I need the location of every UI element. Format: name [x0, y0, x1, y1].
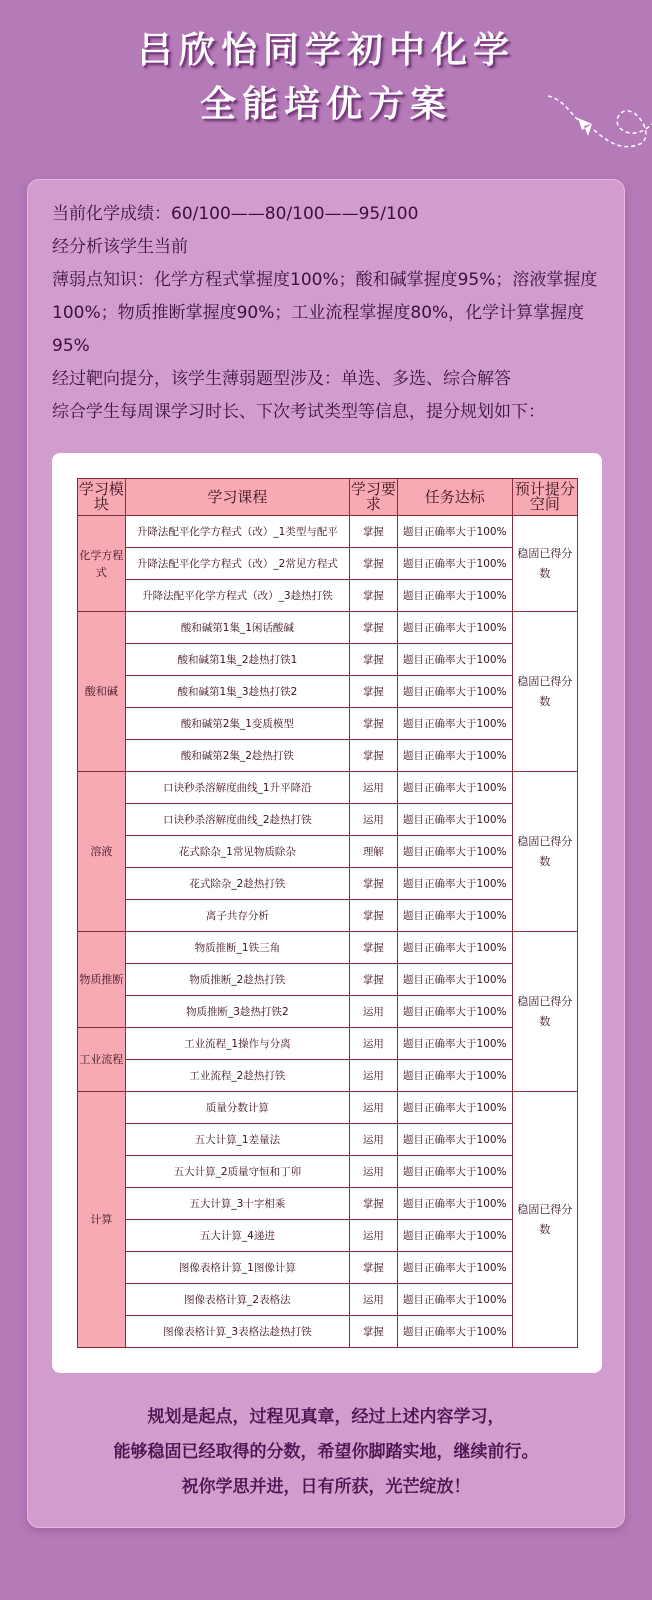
course-cell: 五大计算_1差量法 — [125, 1124, 349, 1156]
plan-table — [77, 478, 578, 1348]
course-cell: 物质推断_1铁三角 — [125, 932, 349, 964]
module-cell: 物质推断 — [78, 932, 126, 1028]
table-row — [78, 740, 578, 772]
task-cell: 题目正确率大于100% — [397, 1220, 512, 1252]
weak-question-types-text: 经过靶向提分，该学生薄弱题型涉及：单选、多选、综合解答 — [52, 369, 511, 389]
table-row — [78, 900, 578, 932]
course-cell: 离子共存分析 — [125, 900, 349, 932]
weak-points-text: 薄弱点知识：化学方程式掌握度100%；酸和碱掌握度95%；溶液掌握度100%；物质推断掌握度90%；工业流程掌握度80%，化学计算掌握度95% — [52, 270, 598, 356]
table-row — [78, 1316, 578, 1348]
plan-intro-text: 综合学生每周课学习时长、下次考试类型等信息，提分规划如下： — [52, 402, 545, 422]
requirement-cell: 运用 — [349, 1092, 397, 1124]
score-space-cell: 稳固已得分数 — [512, 1092, 577, 1348]
module-cell: 化学方程式 — [78, 516, 126, 612]
footer-line2: 能够稳固已经取得的分数，希望你脚踏实地，继续前行。 — [113, 1442, 539, 1462]
task-cell: 题目正确率大于100% — [397, 708, 512, 740]
task-cell: 题目正确率大于100% — [397, 868, 512, 900]
table-row — [78, 1220, 578, 1252]
task-cell: 题目正确率大于100% — [397, 548, 512, 580]
requirement-cell: 掌握 — [349, 676, 397, 708]
score-space-cell: 稳固已得分数 — [512, 516, 577, 612]
task-cell: 题目正确率大于100% — [397, 676, 512, 708]
score-space-cell: 稳固已得分数 — [512, 932, 577, 1092]
requirement-cell: 运用 — [349, 1124, 397, 1156]
requirement-cell: 掌握 — [349, 1252, 397, 1284]
table-row — [78, 868, 578, 900]
table-row — [78, 1188, 578, 1220]
table-row — [78, 1156, 578, 1188]
course-cell: 物质推断_3趁热打铁2 — [125, 996, 349, 1028]
table-row — [78, 516, 578, 548]
table-row — [78, 580, 578, 612]
course-cell: 酸和碱第1集_3趁热打铁2 — [125, 676, 349, 708]
task-cell: 题目正确率大于100% — [397, 644, 512, 676]
module-cell: 溶液 — [78, 772, 126, 932]
table-row — [78, 1092, 578, 1124]
requirement-cell: 运用 — [349, 1284, 397, 1316]
table-row — [78, 708, 578, 740]
task-cell: 题目正确率大于100% — [397, 836, 512, 868]
course-cell: 图像表格计算_1图像计算 — [125, 1252, 349, 1284]
course-cell: 工业流程_1操作与分离 — [125, 1028, 349, 1060]
task-cell: 题目正确率大于100% — [397, 1028, 512, 1060]
table-row — [78, 932, 578, 964]
task-cell: 题目正确率大于100% — [397, 964, 512, 996]
task-cell: 题目正确率大于100% — [397, 740, 512, 772]
course-cell: 升降法配平化学方程式（改）_2常见方程式 — [125, 548, 349, 580]
score-space-cell: 稳固已得分数 — [512, 612, 577, 772]
course-cell: 图像表格计算_2表格法 — [125, 1284, 349, 1316]
requirement-cell: 掌握 — [349, 516, 397, 548]
task-cell: 题目正确率大于100% — [397, 1124, 512, 1156]
course-cell: 花式除杂_1常见物质除杂 — [125, 836, 349, 868]
task-cell: 题目正确率大于100% — [397, 612, 512, 644]
module-cell: 工业流程 — [78, 1028, 126, 1092]
requirement-cell: 掌握 — [349, 612, 397, 644]
requirement-cell: 运用 — [349, 996, 397, 1028]
task-cell: 题目正确率大于100% — [397, 772, 512, 804]
course-cell: 升降法配平化学方程式（改）_3趁热打铁 — [125, 580, 349, 612]
requirement-cell: 掌握 — [349, 964, 397, 996]
course-cell: 五大计算_2质量守恒和丁卯 — [125, 1156, 349, 1188]
task-cell: 题目正确率大于100% — [397, 996, 512, 1028]
course-cell: 酸和碱第2集_1变质模型 — [125, 708, 349, 740]
requirement-cell: 掌握 — [349, 900, 397, 932]
intro-section — [52, 198, 612, 429]
task-cell: 题目正确率大于100% — [397, 900, 512, 932]
analysis-text: 经分析该学生当前 — [52, 237, 188, 257]
table-row — [78, 612, 578, 644]
requirement-cell: 运用 — [349, 1028, 397, 1060]
module-cell: 计算 — [78, 1092, 126, 1348]
plan-table-container — [52, 453, 602, 1373]
header-space: 预计提分空间 — [512, 479, 577, 516]
course-cell: 酸和碱第1集_1闲话酸碱 — [125, 612, 349, 644]
footer-line3: 祝你学思并进，日有所获，光芒绽放！ — [181, 1477, 471, 1497]
task-cell: 题目正确率大于100% — [397, 1316, 512, 1348]
course-cell: 口诀秒杀溶解度曲线_1升平降沿 — [125, 772, 349, 804]
task-cell: 题目正确率大于100% — [397, 1252, 512, 1284]
table-row — [78, 1028, 578, 1060]
requirement-cell: 掌握 — [349, 740, 397, 772]
table-row — [78, 644, 578, 676]
table-row — [78, 964, 578, 996]
header-course: 学习课程 — [125, 479, 349, 516]
task-cell: 题目正确率大于100% — [397, 1284, 512, 1316]
table-row — [78, 1252, 578, 1284]
course-cell: 物质推断_2趁热打铁 — [125, 964, 349, 996]
task-cell: 题目正确率大于100% — [397, 580, 512, 612]
course-cell: 五大计算_4递进 — [125, 1220, 349, 1252]
task-cell: 题目正确率大于100% — [397, 1060, 512, 1092]
course-cell: 质量分数计算 — [125, 1092, 349, 1124]
header-requirement: 学习要求 — [349, 479, 397, 516]
requirement-cell: 运用 — [349, 1156, 397, 1188]
requirement-cell: 掌握 — [349, 1188, 397, 1220]
page-title-line1: 吕欣怡同学初中化学 — [136, 30, 515, 71]
table-row — [78, 836, 578, 868]
task-cell: 题目正确率大于100% — [397, 1188, 512, 1220]
course-cell: 酸和碱第2集_2趁热打铁 — [125, 740, 349, 772]
course-cell: 口诀秒杀溶解度曲线_2趁热打铁 — [125, 804, 349, 836]
table-row — [78, 1284, 578, 1316]
score-space-cell: 稳固已得分数 — [512, 772, 577, 932]
header-task: 任务达标 — [397, 479, 512, 516]
requirement-cell: 运用 — [349, 772, 397, 804]
requirement-cell: 掌握 — [349, 1316, 397, 1348]
table-header-row — [78, 479, 578, 516]
current-score-text: 当前化学成绩：60/100——80/100——95/100 — [52, 204, 419, 224]
table-row — [78, 772, 578, 804]
task-cell: 题目正确率大于100% — [397, 1092, 512, 1124]
task-cell: 题目正确率大于100% — [397, 1156, 512, 1188]
course-cell: 花式除杂_2趁热打铁 — [125, 868, 349, 900]
table-row — [78, 548, 578, 580]
course-cell: 图像表格计算_3表格法趁热打铁 — [125, 1316, 349, 1348]
table-row — [78, 1124, 578, 1156]
requirement-cell: 掌握 — [349, 708, 397, 740]
footer-section — [27, 1400, 625, 1505]
course-cell: 工业流程_2趁热打铁 — [125, 1060, 349, 1092]
requirement-cell: 掌握 — [349, 644, 397, 676]
module-cell: 酸和碱 — [78, 612, 126, 772]
table-body — [78, 516, 578, 1348]
task-cell: 题目正确率大于100% — [397, 516, 512, 548]
course-cell: 五大计算_3十字相乘 — [125, 1188, 349, 1220]
requirement-cell: 掌握 — [349, 868, 397, 900]
table-row — [78, 1060, 578, 1092]
header-module: 学习模块 — [78, 479, 126, 516]
page-title-line2: 全能培优方案 — [199, 84, 452, 125]
requirement-cell: 掌握 — [349, 580, 397, 612]
task-cell: 题目正确率大于100% — [397, 932, 512, 964]
table-row — [78, 676, 578, 708]
requirement-cell: 运用 — [349, 1220, 397, 1252]
requirement-cell: 掌握 — [349, 932, 397, 964]
footer-line1: 规划是起点，过程见真章，经过上述内容学习， — [147, 1407, 505, 1427]
requirement-cell: 理解 — [349, 836, 397, 868]
paper-plane-icon — [548, 88, 652, 158]
requirement-cell: 运用 — [349, 804, 397, 836]
table-row — [78, 804, 578, 836]
course-cell: 酸和碱第1集_2趁热打铁1 — [125, 644, 349, 676]
course-cell: 升降法配平化学方程式（改）_1类型与配平 — [125, 516, 349, 548]
requirement-cell: 掌握 — [349, 548, 397, 580]
requirement-cell: 运用 — [349, 1060, 397, 1092]
table-row — [78, 996, 578, 1028]
task-cell: 题目正确率大于100% — [397, 804, 512, 836]
